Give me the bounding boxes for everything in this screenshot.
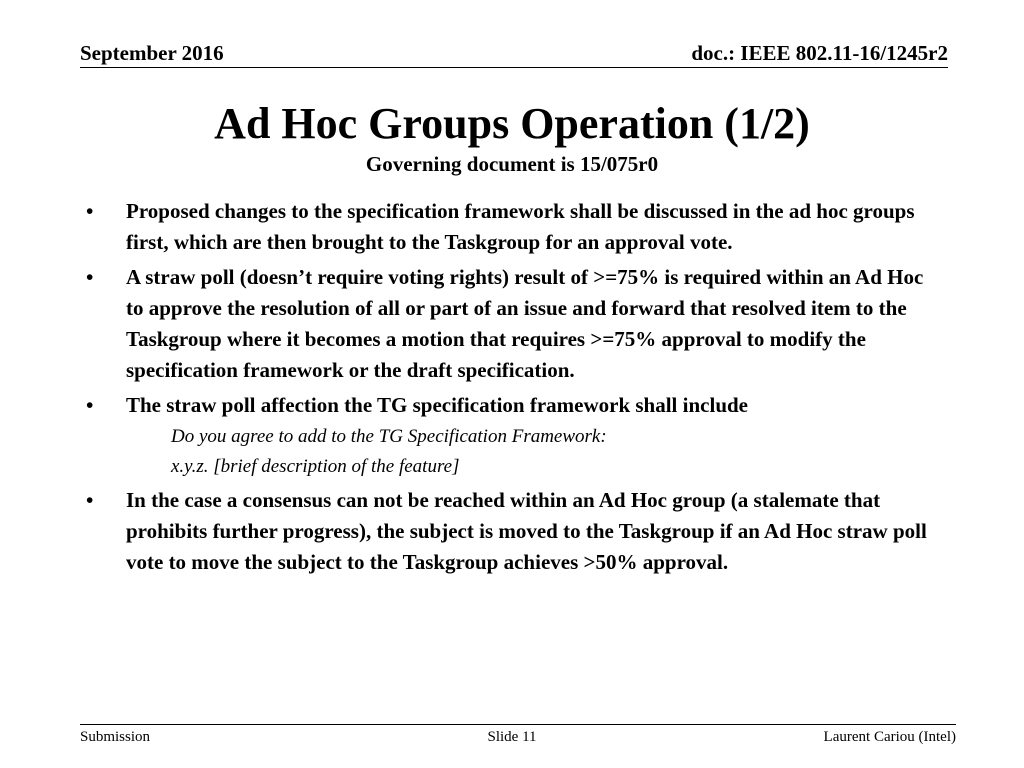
bullet-item [82, 262, 942, 386]
bullet-list [82, 196, 942, 582]
bullet-icon: • [86, 199, 94, 223]
bullet-icon: • [86, 393, 94, 417]
bullet-icon: • [86, 488, 94, 512]
bullet-text: The straw poll affection the TG specification framework shall include [126, 393, 748, 417]
bullet-text: Proposed changes to the specification framework shall be discussed in the ad hoc groups first, which are then brought to the Taskgroup for an approval vote. [126, 199, 915, 254]
bullet-item [82, 485, 942, 578]
sub-item: x.y.z. [brief description of the feature] [171, 456, 460, 477]
slide-title: Ad Hoc Groups Operation (1/2) [214, 99, 810, 148]
header-divider [80, 67, 948, 68]
footer-slide-number: Slide 11 [487, 729, 537, 745]
sub-item: Do you agree to add to the TG Specification Framework: [171, 426, 607, 447]
header-doc-number: doc.: IEEE 802.11-16/1245r2 [691, 41, 948, 65]
bullet-icon: • [86, 265, 94, 289]
footer-author: Laurent Cariou (Intel) [823, 729, 956, 745]
header-date: September 2016 [80, 41, 224, 65]
bullet-text: A straw poll (doesn’t require voting rights) result of >=75% is required within an Ad Hoc to approve the resolution of all or part of an issue and forward that resolved item to the Taskgroup where it becomes a motion that requires >=75% approval to modify the specification framework or the draft specification. [126, 265, 924, 382]
bullet-text: In the case a consensus can not be reached within an Ad Hoc group (a stalemate that prohibits further progress), the subject is moved to the Taskgroup if an Ad Hoc straw poll vote to move the subject to the Taskgroup achieves >50% approval. [126, 488, 927, 574]
slide-subtitle: Governing document is 15/075r0 [365, 152, 659, 176]
bullet-item [82, 390, 942, 421]
footer-submission: Submission [80, 729, 151, 745]
bullet-item [82, 196, 942, 258]
footer-divider [80, 724, 956, 725]
